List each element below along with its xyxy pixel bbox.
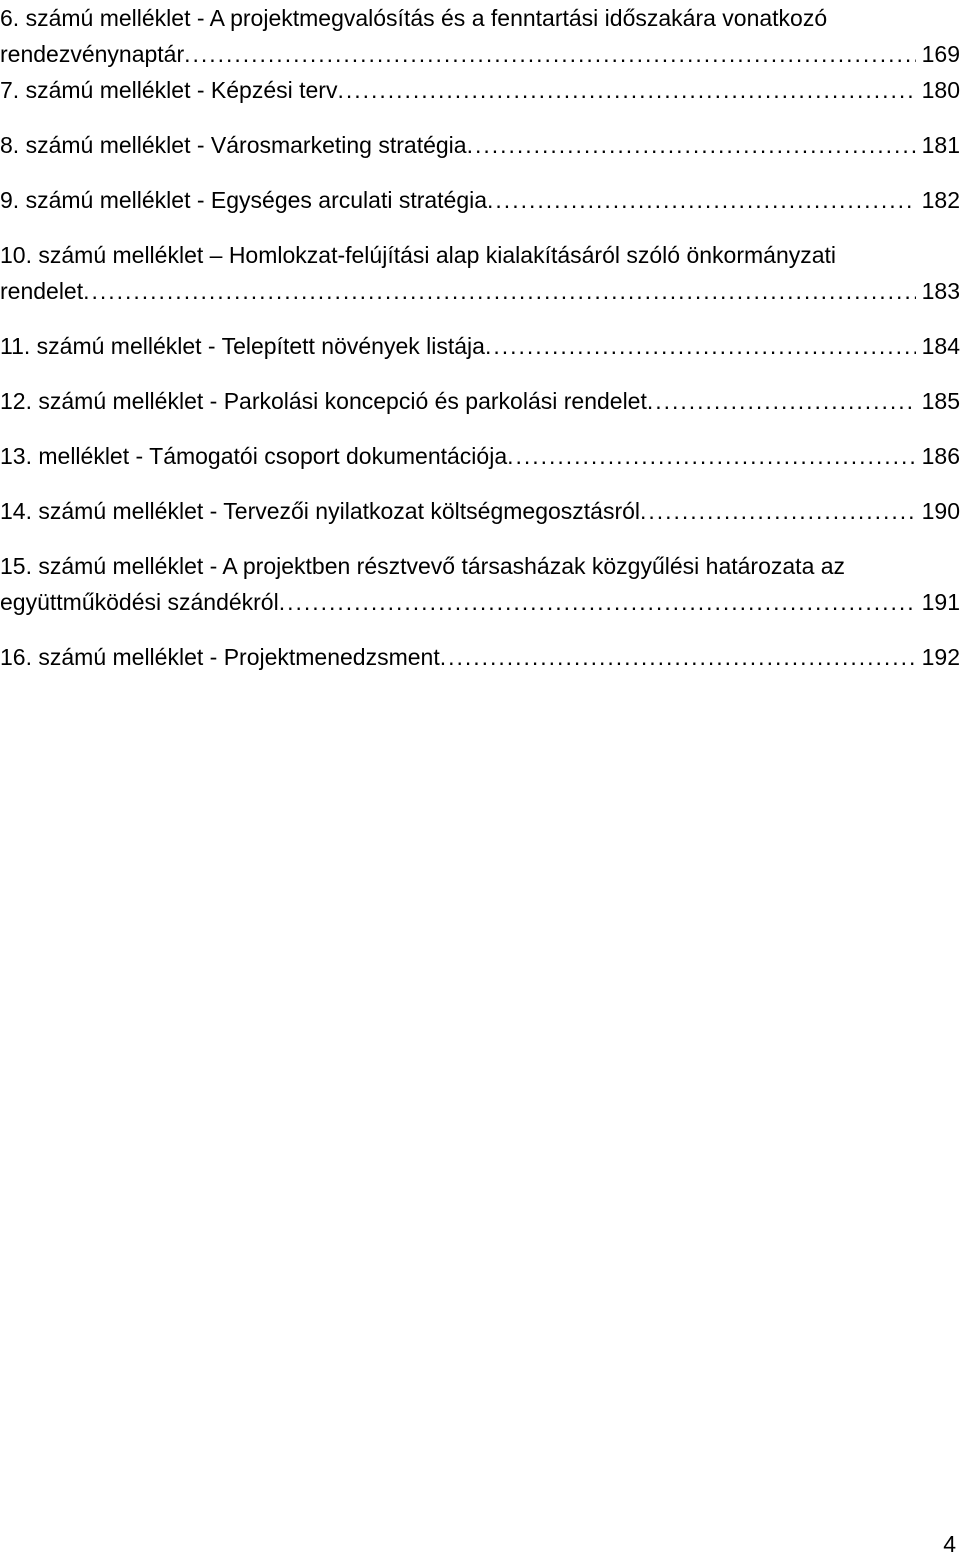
toc-entry-text: rendelet <box>0 278 84 304</box>
toc-entry-12[interactable] <box>0 383 960 419</box>
toc-entry-14[interactable] <box>0 493 960 529</box>
toc-entry-text: 8. számú melléklet - Városmarketing stratégia <box>0 132 467 158</box>
dot-leader <box>83 273 916 309</box>
dot-leader <box>485 328 916 364</box>
dot-leader <box>487 182 916 218</box>
toc-entry-6[interactable] <box>0 0 960 72</box>
toc-entry-16[interactable] <box>0 639 960 675</box>
toc-entry-8[interactable] <box>0 127 960 163</box>
dot-leader <box>640 493 916 529</box>
toc-entry-9[interactable] <box>0 182 960 218</box>
toc-entry-text: 12. számú melléklet - Parkolási koncepció és parkolási rendelet <box>0 388 647 414</box>
toc-entry-text: 14. számú melléklet - Tervezői nyilatkozat költségmegosztásról <box>0 498 641 524</box>
toc-entry-text: 16. számú melléklet - Projektmenedzsment <box>0 644 440 670</box>
toc-page-number: 180 <box>921 77 960 103</box>
toc-page-number: 181 <box>921 132 960 158</box>
toc-entry-text: 7. számú melléklet - Képzési terv <box>0 77 338 103</box>
toc-page-number: 184 <box>921 333 960 359</box>
toc-entry-text: rendezvénynaptár <box>0 41 185 67</box>
toc-page-number: 186 <box>921 443 960 469</box>
dot-leader <box>647 383 916 419</box>
toc-entry-text: 15. számú melléklet - A projektben résztvevő társasházak közgyűlési határozata az <box>0 553 846 579</box>
toc-entry-text: 13. melléklet - Támogatói csoport dokumentációja <box>0 443 508 469</box>
dot-leader <box>337 72 915 108</box>
toc-entry-10[interactable] <box>0 237 960 309</box>
toc-page-number: 169 <box>921 41 960 67</box>
dot-leader <box>440 639 916 675</box>
toc-entry-text: 6. számú melléklet - A projektmegvalósítás és a fenntartási időszakára vonatkozó <box>0 5 828 31</box>
toc-entry-13[interactable] <box>0 438 960 474</box>
toc-entry-11[interactable] <box>0 328 960 364</box>
page-number: 4 <box>943 1531 956 1557</box>
dot-leader <box>184 36 916 72</box>
dot-leader <box>279 584 916 620</box>
toc-entry-text: együttműködési szándékról <box>0 589 279 615</box>
toc-entry-7[interactable] <box>0 72 960 108</box>
toc-entry-text: 11. számú melléklet - Telepített növények listája <box>0 333 485 359</box>
toc-page-number: 190 <box>921 498 960 524</box>
toc-entry-text: 10. számú melléklet – Homlokzat-felújítási alap kialakításáról szóló önkormányzati <box>0 242 837 268</box>
toc-entry-text: 9. számú melléklet - Egységes arculati stratégia <box>0 187 488 213</box>
toc-page-number: 182 <box>921 187 960 213</box>
toc-page-number: 183 <box>921 278 960 304</box>
toc-page-number: 185 <box>921 388 960 414</box>
toc-entry-15[interactable] <box>0 548 960 620</box>
toc-page-number: 192 <box>921 644 960 670</box>
dot-leader <box>507 438 916 474</box>
table-of-contents <box>0 0 960 675</box>
toc-page-number: 191 <box>921 589 960 615</box>
dot-leader <box>467 127 916 163</box>
